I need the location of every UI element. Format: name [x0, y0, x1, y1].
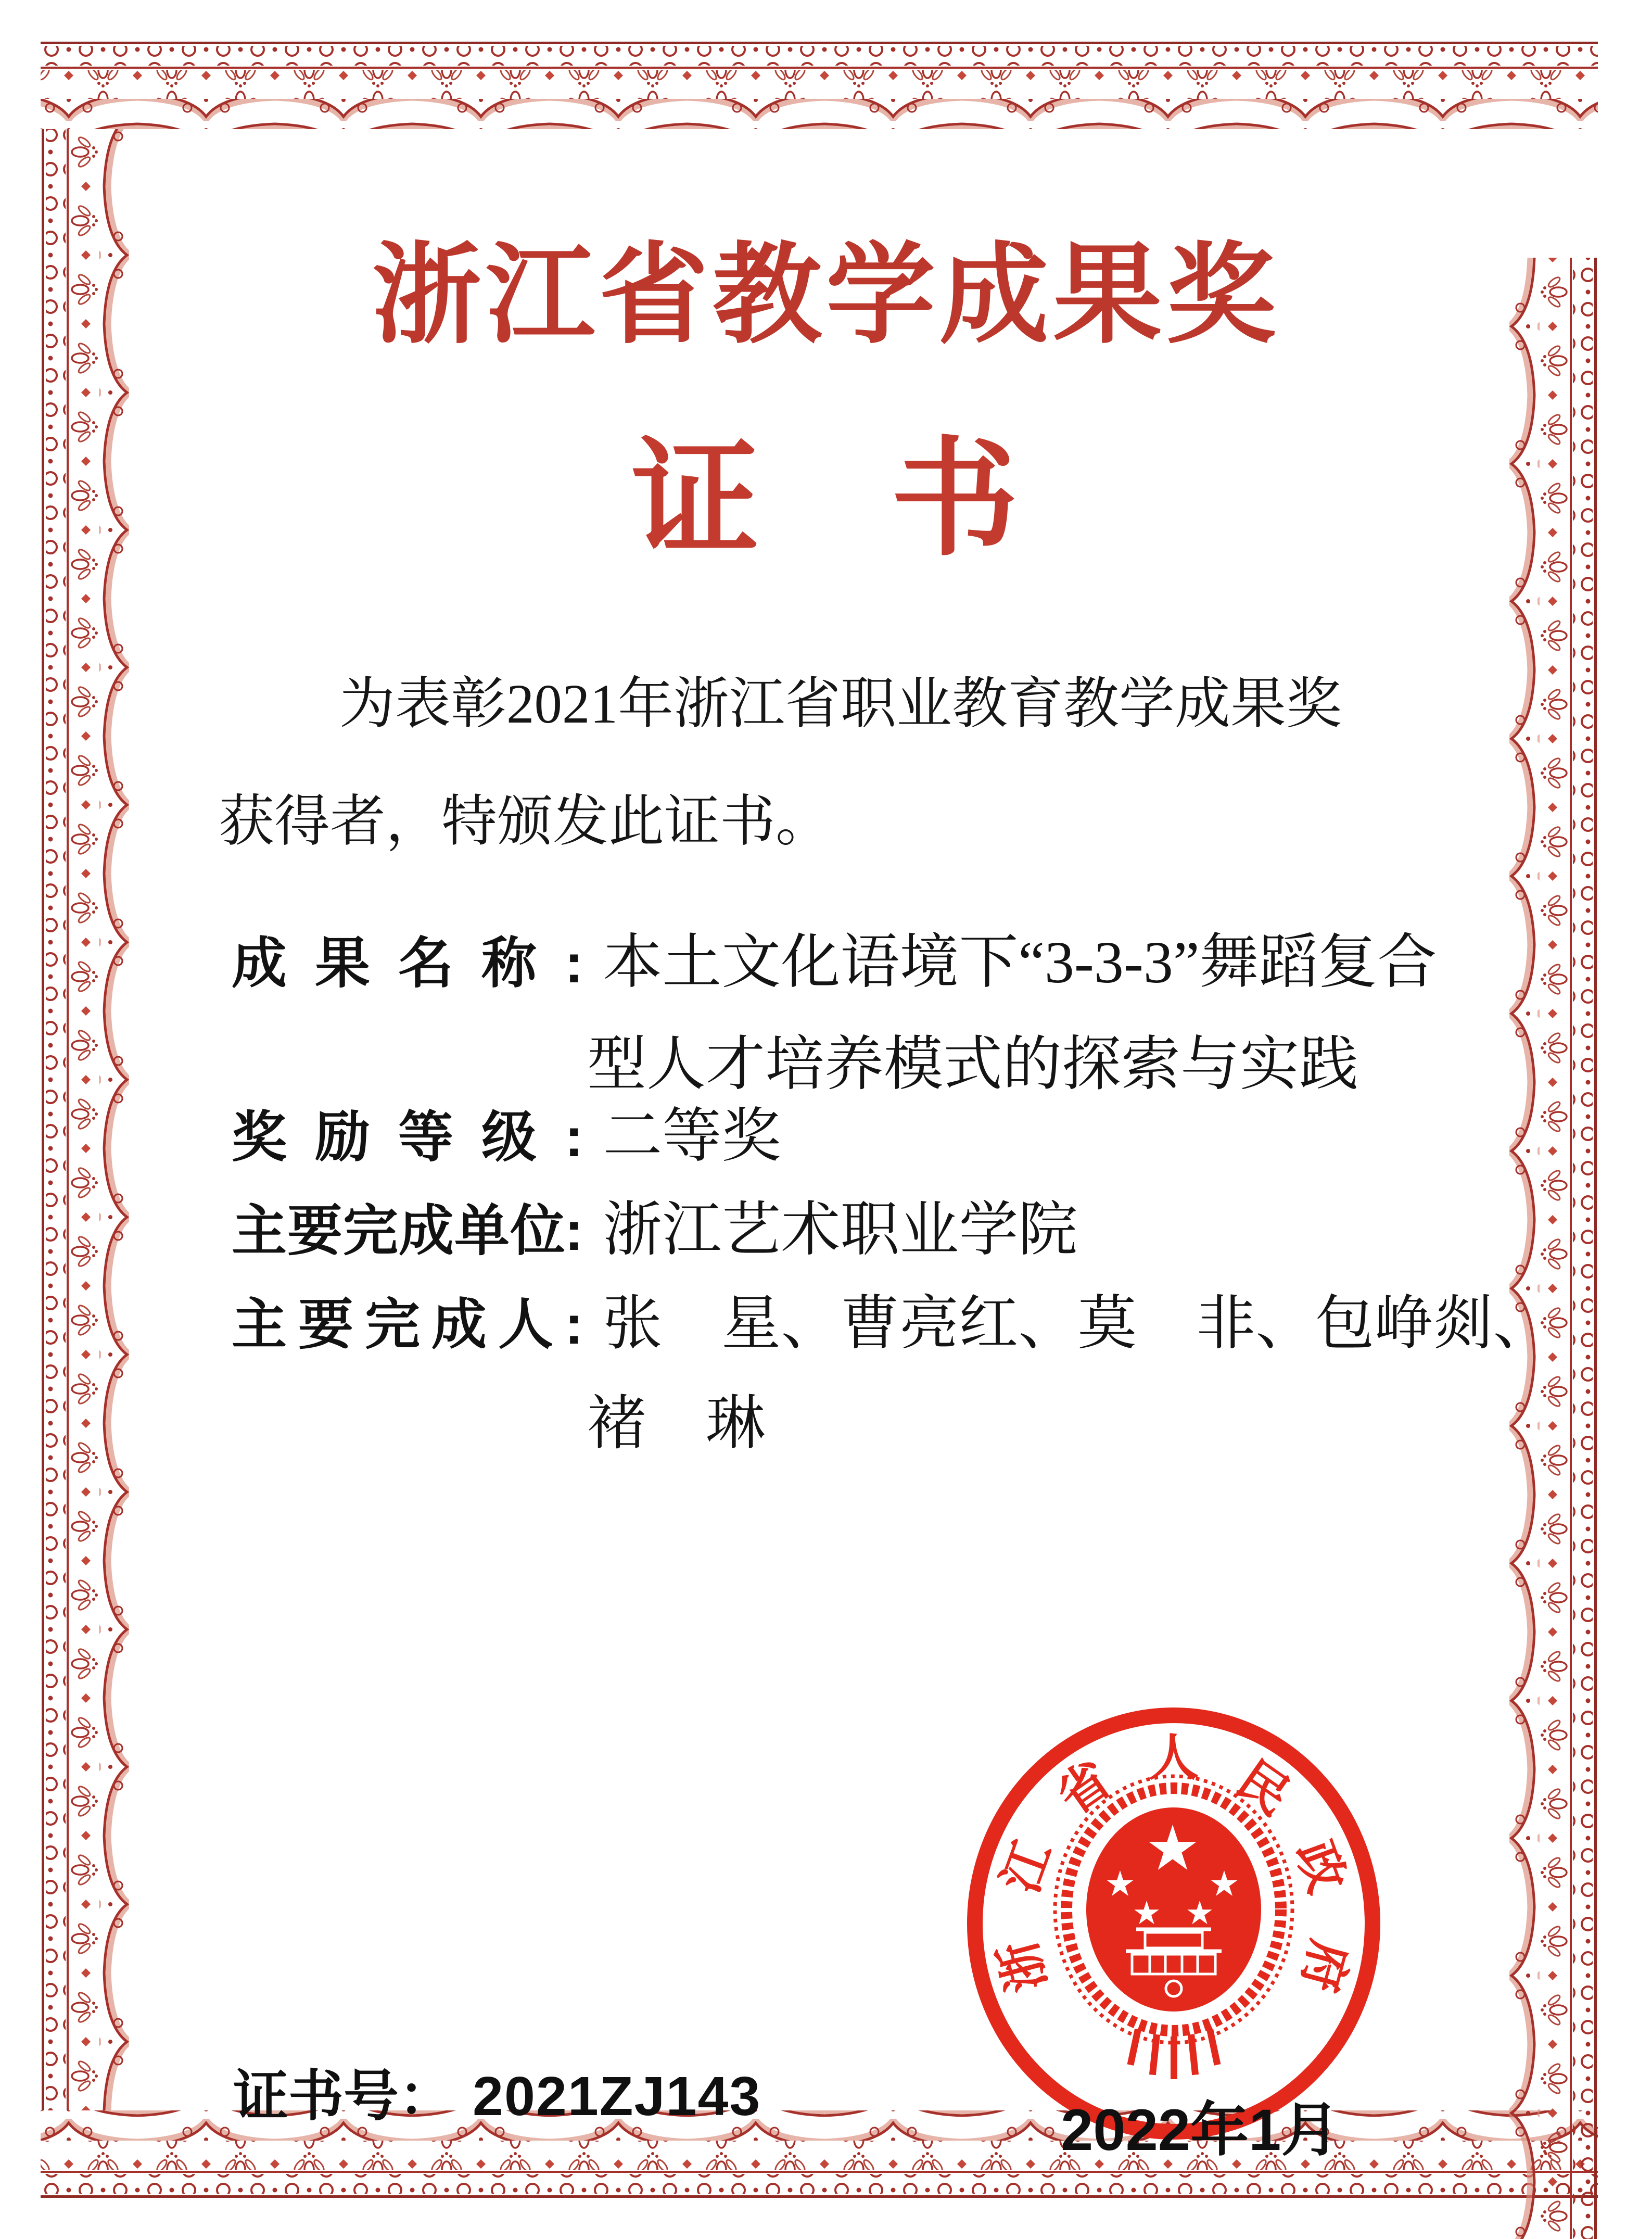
seal-char: 浙 [989, 1934, 1057, 1998]
government-seal [975, 1715, 1373, 2132]
seal-char: 江 [992, 1833, 1062, 1900]
field-label: 成果名称 [232, 933, 565, 994]
citation-paragraph [219, 646, 1520, 881]
seal-char: 府 [1291, 1934, 1358, 1998]
field-colon: : [565, 1294, 583, 1356]
seal-char: 政 [1286, 1833, 1355, 1900]
field-label: 主要完成单位 [232, 1200, 566, 1262]
field-colon: : [565, 933, 583, 994]
certificate-subtitle: 证 书 [631, 427, 1021, 570]
field-main-unit [232, 1193, 1077, 1268]
certificate-number [233, 2052, 761, 2131]
field-main-contributors [232, 1287, 1552, 1361]
field-colon: : [565, 1200, 583, 1262]
field-main-contributors-cont: 褚 琳 [587, 1390, 766, 1457]
certificate-title: 浙江省教学成果奖 [372, 234, 1280, 356]
certificate-number-label: 证书号： [233, 2066, 454, 2127]
certificate-number-value: 2021ZJ143 [473, 2066, 761, 2127]
issue-date: 2022年1月 [1061, 2097, 1340, 2162]
seal-char: 人 [1149, 1730, 1199, 1786]
field-achievement-name [232, 926, 1437, 1000]
field-label: 主要完成人 [232, 1294, 565, 1356]
field-achievement-name-cont: 型人才培养模式的探索与实践 [587, 1031, 1359, 1097]
citation-line: 获得者，特颁发此证书。 [219, 791, 832, 853]
field-value: 张 星、曹亮红、莫 非、包峥剡、 [603, 1291, 1553, 1357]
field-award-grade [232, 1099, 781, 1174]
field-label: 奖励等级 [232, 1107, 565, 1168]
field-value: 浙江艺术职业学院 [603, 1197, 1078, 1263]
field-colon: : [565, 1107, 583, 1168]
field-value: 本土文化语境下“3-3-3”舞蹈复合 [603, 929, 1437, 995]
citation-line: 为表彰2021年浙江省职业教育教学成果奖 [339, 674, 1342, 735]
seal-char: 民 [1226, 1751, 1300, 1826]
field-value: 二等奖 [603, 1103, 781, 1169]
seal-char: 省 [1047, 1751, 1121, 1826]
